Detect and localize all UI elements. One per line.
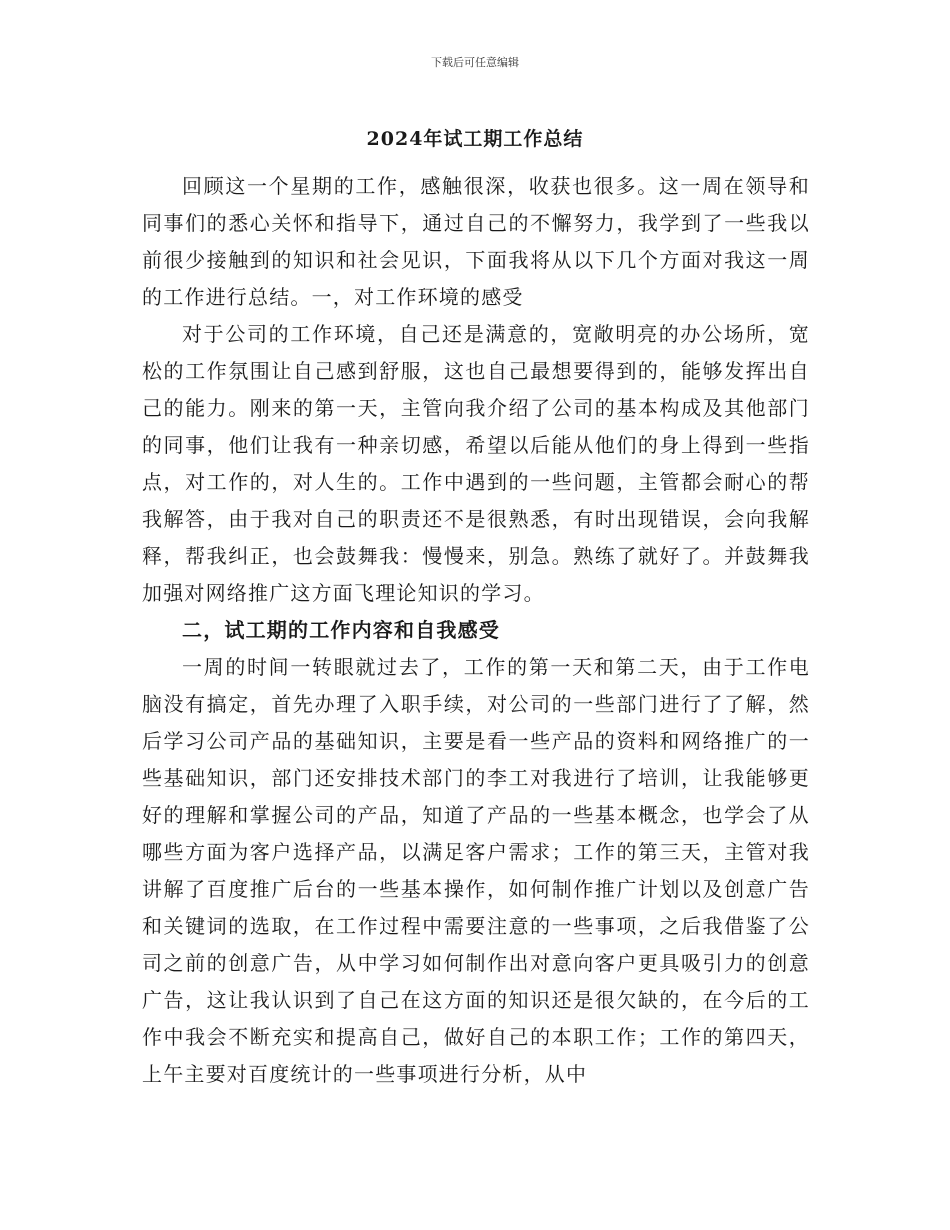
section-heading-work-content: 二，试工期的工作内容和自我感受	[182, 618, 500, 642]
document-title: 2024年试工期工作总结	[366, 128, 584, 150]
paragraph-review: 回顾这一个星期的工作，感触很深，收获也很多。这一周在领导和同事们的悉心关怀和指导下，通过自己的不懈努力，我学到了一些我以前很少接触到的知识和社会见识，下面我将从以下几个方面对我这一周的工作进行总结。一，对工作环境的感受	[142, 174, 810, 309]
download-note: 下载后可任意编辑	[431, 56, 519, 69]
document-body	[142, 168, 810, 1093]
paragraph-work-content: 一周的时间一转眼就过去了，工作的第一天和第二天，由于工作电脑没有搞定，首先办理了入职手续，对公司的一些部门进行了了解，然后学习公司产品的基础知识，主要是看一些产品的资料和网络推广的一些基础知识，部门还安排技术部门的李工对我进行了培训，让我能够更好的理解和掌握公司的产品，知道了产品的一些基本概念，也学会了从哪些方面为客户选择产品，以满足客户需求；工作的第三天，主管对我讲解了百度推广后台的一些基本操作，如何制作推广计划以及创意广告和关键词的选取，在工作过程中需要注意的一些事项，之后我借鉴了公司之前的创意广告，从中学习如何制作出对意向客户更具吸引力的创意广告，这让我认识到了自己在这方面的知识还是很欠缺的，在今后的工作中我会不断充实和提高自己，做好自己的本职工作；工作的第四天，上午主要对百度统计的一些事项进行分析，从中	[142, 655, 810, 1086]
paragraph-environment: 对于公司的工作环境，自己还是满意的，宽敞明亮的办公场所，宽松的工作氛围让自己感到舒服，这也自己最想要得到的，能够发挥出自己的能力。刚来的第一天，主管向我介绍了公司的基本构成及其他部门的同事，他们让我有一种亲切感，希望以后能从他们的身上得到一些指点，对工作的，对人生的。工作中遇到的一些问题，主管都会耐心的帮我解答，由于我对自己的职责还不是很熟悉，有时出现错误，会向我解释，帮我纠正，也会鼓舞我：慢慢来，别急。熟练了就好了。并鼓舞我加强对网络推广这方面飞理论知识的学习。	[142, 322, 810, 605]
